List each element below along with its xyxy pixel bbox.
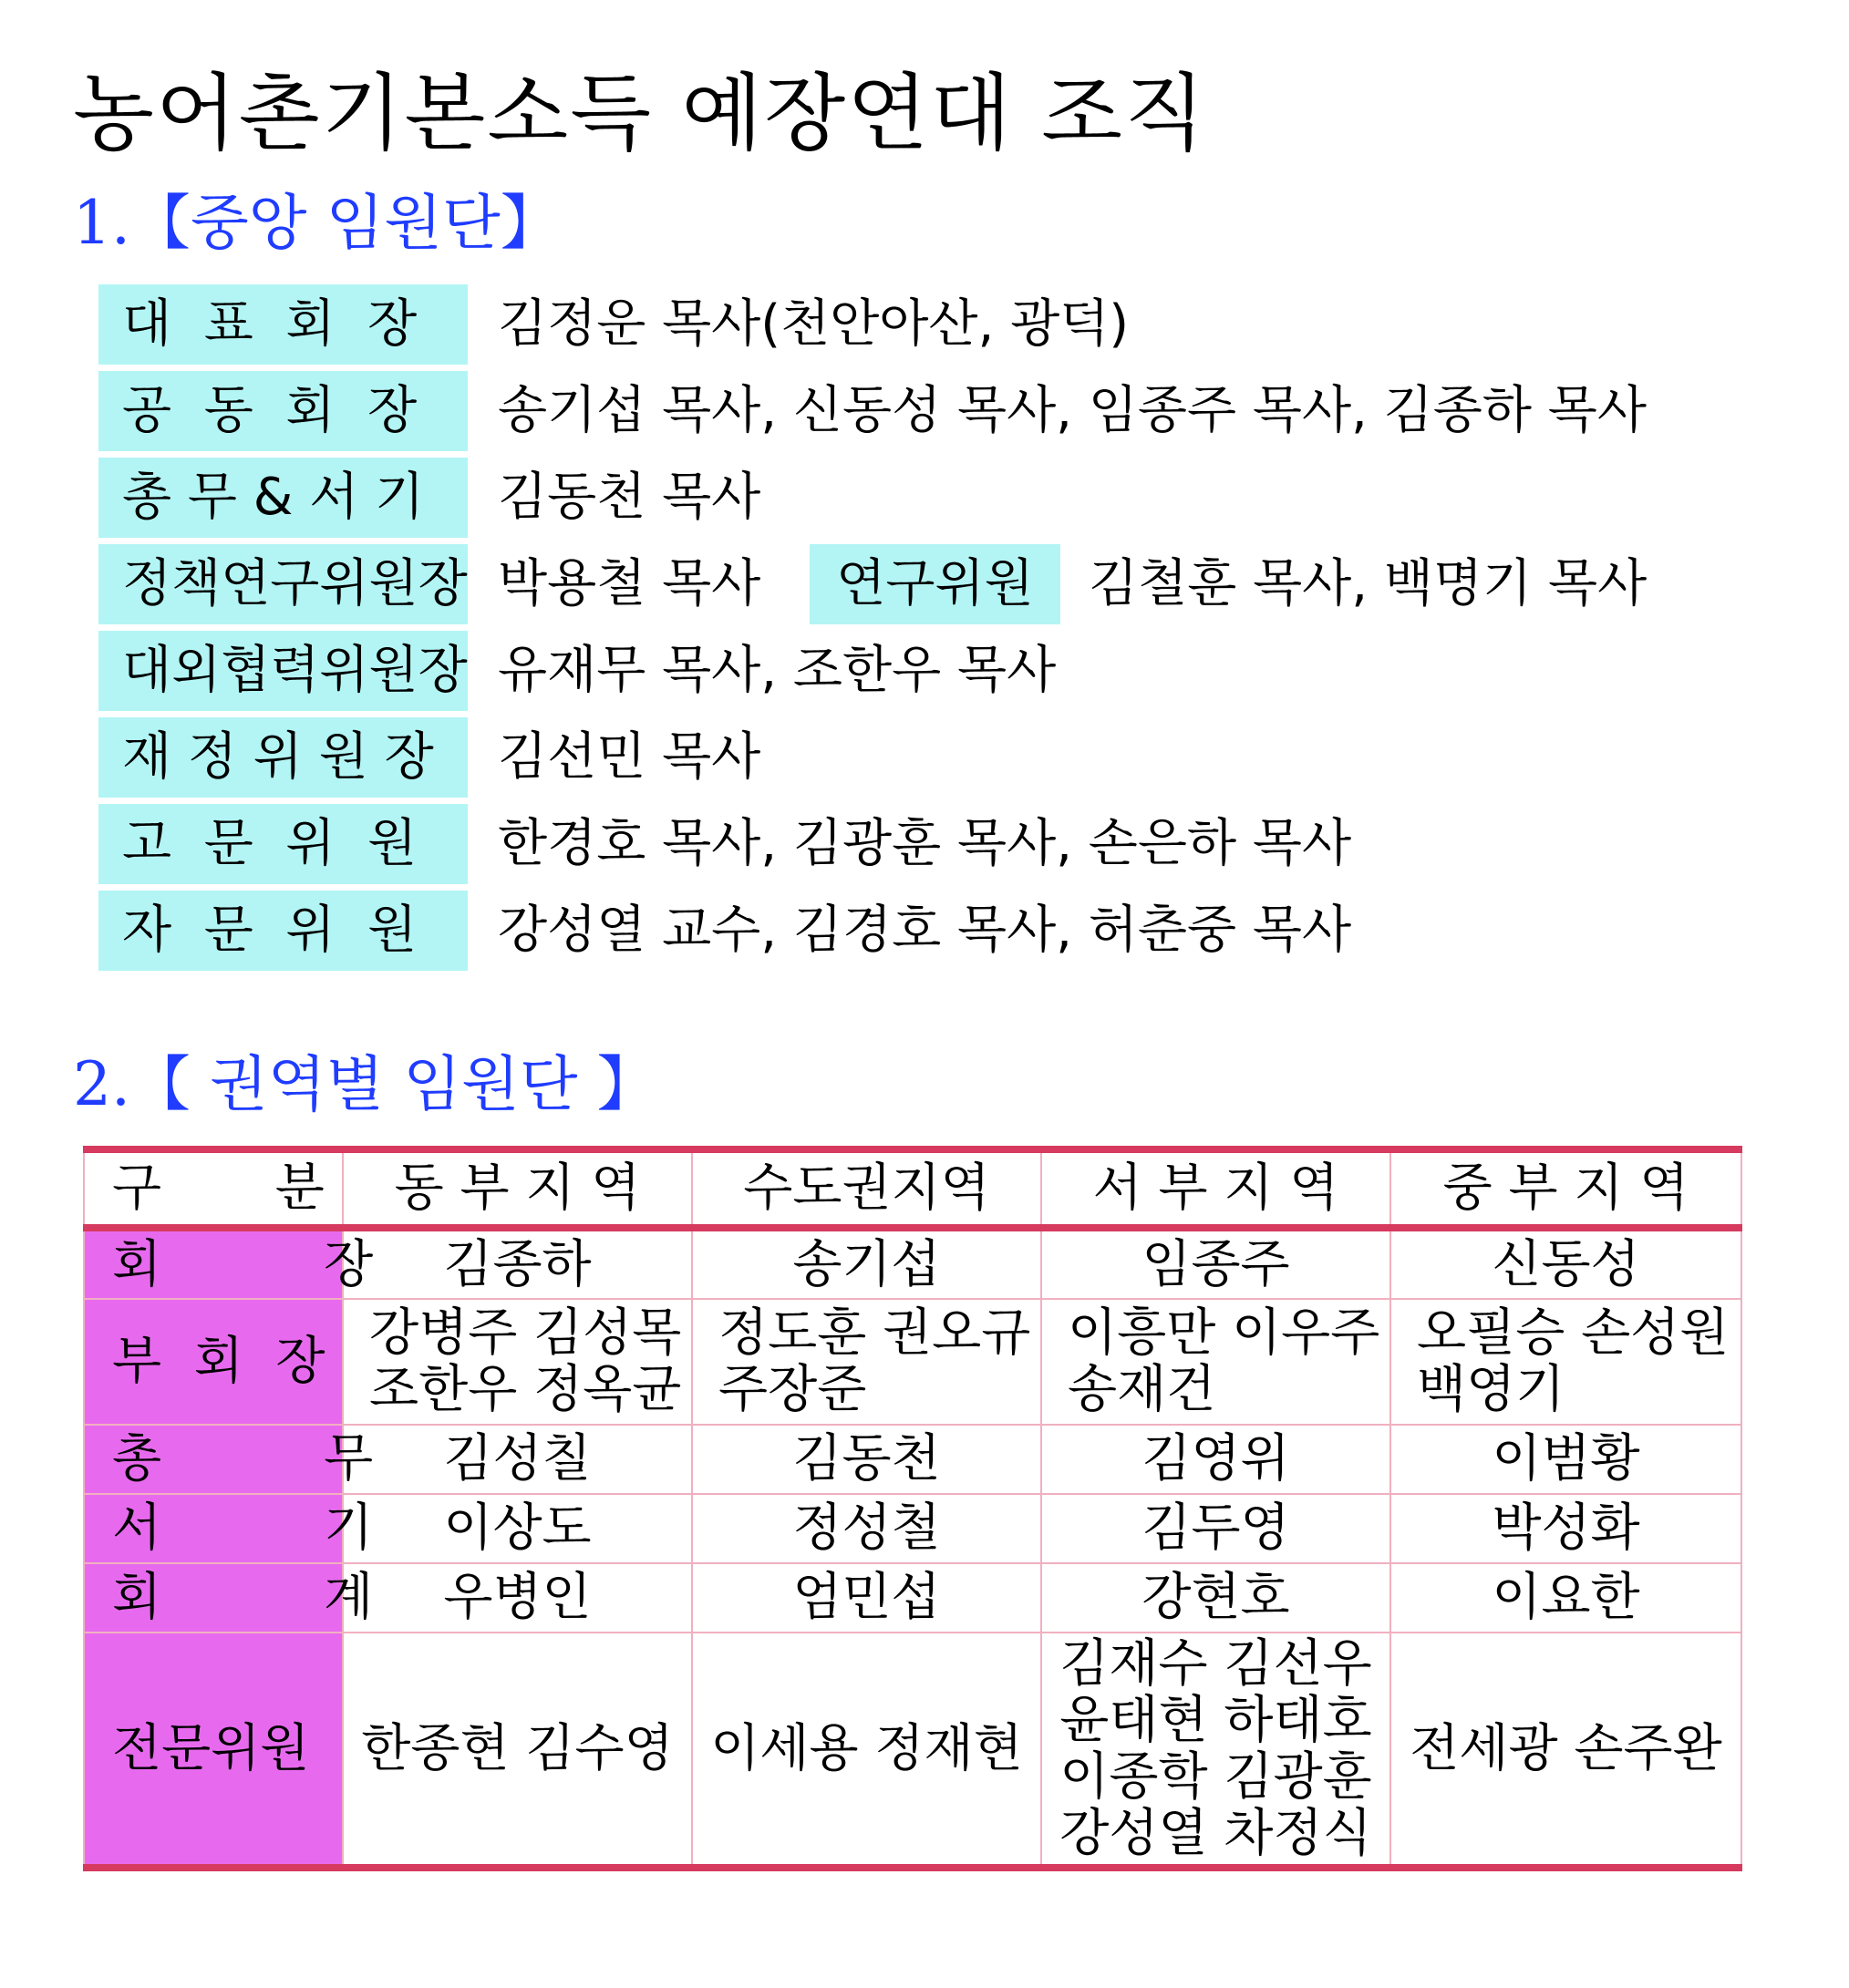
row-label: 총 무 — [84, 1425, 343, 1494]
table-cell — [1041, 1425, 1390, 1494]
open-bracket: 【 — [129, 1049, 191, 1119]
table-cell — [1041, 1633, 1390, 1868]
cell-text: 백영기 — [1417, 1360, 1565, 1419]
officer-row — [98, 371, 1740, 451]
column-header: 중 부 지 역 — [1390, 1149, 1741, 1228]
open-bracket: 【 — [129, 188, 191, 258]
role-label: 총 무 & 서 기 — [98, 458, 468, 538]
section-label: 권역별 임원단 — [190, 1049, 597, 1119]
role-value: 강성열 교수, 김경호 목사, 허춘중 목사 — [498, 901, 1352, 960]
cell-text: 오필승 손성원 — [1417, 1303, 1730, 1363]
table-cell — [692, 1633, 1041, 1868]
section-number: 2. — [73, 1049, 130, 1119]
role-value: 김동천 목사 — [498, 468, 761, 527]
cell-text: 김동천 — [792, 1429, 941, 1488]
role-label: 대외협력위원장 — [98, 631, 468, 711]
table-row — [84, 1425, 1741, 1494]
cell-text: 정도훈 권오규 — [718, 1303, 1031, 1363]
role-value: 김정운 목사(천안아산, 광덕) — [498, 294, 1130, 354]
column-header: 구 분 — [84, 1149, 343, 1228]
table-cell — [343, 1633, 692, 1868]
officer-row — [98, 458, 1740, 538]
section-2-heading — [73, 1048, 656, 1121]
table-cell — [343, 1563, 692, 1633]
column-header: 서 부 지 역 — [1041, 1149, 1390, 1228]
cell-text: 이종학 김광훈 — [1059, 1746, 1372, 1807]
cell-text: 김영위 — [1141, 1429, 1290, 1488]
row-label: 회 장 — [84, 1228, 343, 1299]
cell-text: 조한우 정옥균 — [369, 1360, 682, 1419]
cell-text: 송재건 — [1068, 1360, 1216, 1419]
table-cell — [343, 1425, 692, 1494]
table-cell — [692, 1425, 1041, 1494]
officer-row — [98, 717, 1740, 798]
role-label: 재 정 위 원 장 — [98, 717, 468, 798]
officer-row — [98, 544, 1740, 624]
cell-text: 신동성 — [1492, 1234, 1640, 1294]
row-label: 회 계 — [84, 1563, 343, 1633]
role-label: 고 문 위 원 — [98, 804, 468, 884]
cell-text: 임종주 — [1141, 1234, 1290, 1294]
close-bracket: 】 — [596, 1049, 657, 1119]
role-value: 김선민 목사 — [498, 727, 761, 787]
regional-officers-table — [83, 1146, 1742, 1871]
cell-text: 전세광 손주완 — [1410, 1718, 1722, 1778]
cell-text: 엄민섭 — [792, 1568, 941, 1627]
cell-text: 박성화 — [1492, 1499, 1640, 1558]
role-label: 공 동 회 장 — [98, 371, 468, 451]
cell-text: 한종현 김수영 — [361, 1718, 674, 1778]
table-row — [84, 1228, 1741, 1299]
role-label: 대 표 회 장 — [98, 284, 468, 365]
table-cell — [1041, 1299, 1390, 1425]
cell-text: 정성철 — [792, 1499, 941, 1558]
table-cell — [692, 1299, 1041, 1425]
row-label: 서 기 — [84, 1494, 343, 1563]
cell-text: 이요한 — [1492, 1568, 1640, 1627]
table-cell — [1390, 1494, 1741, 1563]
table-cell — [1390, 1299, 1741, 1425]
table-cell — [343, 1494, 692, 1563]
table-cell — [343, 1228, 692, 1299]
section-number: 1. — [73, 188, 130, 258]
close-bracket: 】 — [500, 188, 561, 258]
officer-row — [98, 804, 1740, 884]
table-cell — [343, 1299, 692, 1425]
section-label: 중앙 임원단 — [190, 188, 501, 258]
cell-text: 우병인 — [443, 1568, 592, 1627]
cell-text: 윤태현 하태호 — [1059, 1690, 1372, 1750]
cell-text: 주장준 — [718, 1360, 867, 1419]
cell-text: 이상도 — [443, 1499, 592, 1558]
cell-text: 강병주 김성목 — [369, 1303, 682, 1363]
cell-text: 김종하 — [443, 1234, 592, 1294]
cell-text: 강현호 — [1141, 1568, 1290, 1627]
table-header-row — [84, 1149, 1741, 1228]
table-cell — [1390, 1425, 1741, 1494]
row-label: 부 회 장 — [84, 1299, 343, 1425]
cell-text: 김두영 — [1141, 1499, 1290, 1558]
table-cell — [1041, 1228, 1390, 1299]
row-label: 전문위원 — [84, 1633, 343, 1868]
cell-text: 이범황 — [1492, 1429, 1640, 1488]
table-cell — [1041, 1494, 1390, 1563]
table-cell — [1041, 1563, 1390, 1633]
role-value: 박용철 목사 — [498, 554, 761, 613]
table-cell — [1390, 1633, 1741, 1868]
cell-text: 김재수 김선우 — [1059, 1633, 1372, 1694]
officer-row — [98, 284, 1740, 365]
role-value: 송기섭 목사, 신동성 목사, 임종주 목사, 김종하 목사 — [498, 381, 1647, 440]
role-label: 자 문 위 원 — [98, 891, 468, 971]
cell-text: 이세용 정재현 — [710, 1718, 1023, 1778]
table-cell — [1390, 1563, 1741, 1633]
cell-text: 이흥만 이우주 — [1068, 1303, 1380, 1363]
role-value: 한경호 목사, 김광훈 목사, 손은하 목사 — [498, 814, 1352, 873]
table-row — [84, 1633, 1741, 1868]
cell-text: 송기섭 — [792, 1234, 941, 1294]
cell-text: 강성열 차정식 — [1059, 1803, 1372, 1863]
table-row — [84, 1299, 1741, 1425]
role-value: 유재무 목사, 조한우 목사 — [498, 641, 1057, 700]
table-cell — [692, 1228, 1041, 1299]
table-cell — [692, 1563, 1041, 1633]
officer-row — [98, 891, 1740, 971]
officer-row — [98, 631, 1740, 711]
column-header: 동 부 지 역 — [343, 1149, 692, 1228]
table-cell — [1390, 1228, 1741, 1299]
researcher-value: 김철훈 목사, 백명기 목사 — [1089, 554, 1648, 613]
role-label: 정책연구위원장 — [98, 544, 468, 624]
table-row — [84, 1563, 1741, 1633]
table-cell — [692, 1494, 1041, 1563]
researcher-label: 연구위원 — [810, 544, 1060, 624]
page-title: 농어촌기본소득 예장연대 조직 — [73, 65, 1207, 162]
column-header: 수도권지역 — [692, 1149, 1041, 1228]
cell-text: 김성칠 — [443, 1429, 592, 1488]
section-1-heading — [73, 187, 561, 260]
table-row — [84, 1494, 1741, 1563]
